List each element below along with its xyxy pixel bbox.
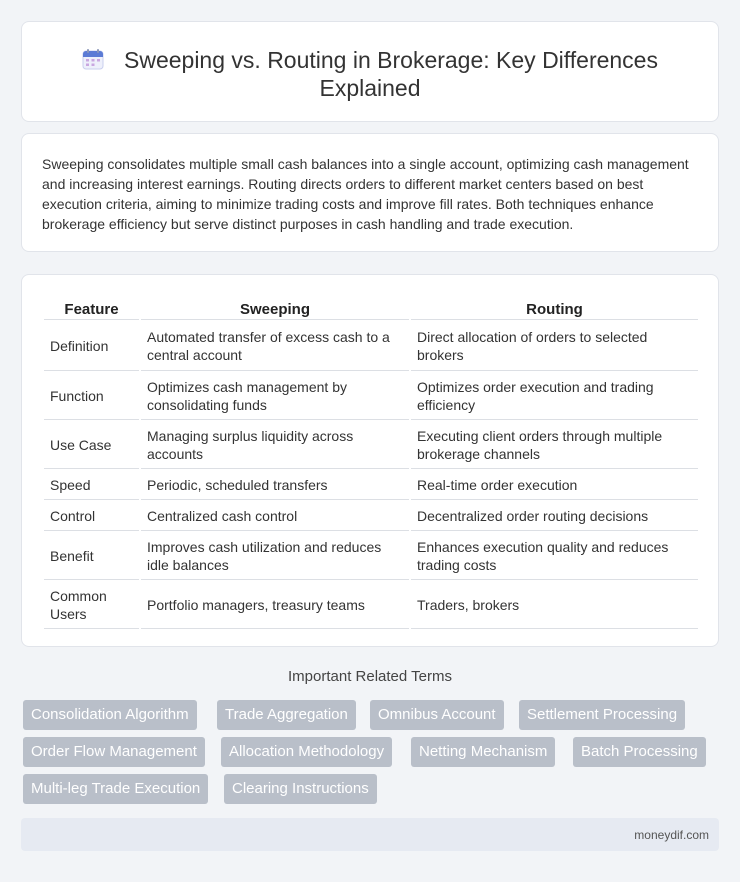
- routing-cell: Decentralized order routing decisions: [411, 502, 698, 531]
- table-row: [44, 373, 698, 420]
- table-row: [44, 582, 698, 629]
- related-term-tag[interactable]: Omnibus Account: [370, 700, 504, 730]
- routing-cell: Executing client orders through multiple brokerage channels: [411, 422, 698, 469]
- sweeping-cell: Automated transfer of excess cash to a central account: [141, 322, 409, 371]
- feature-cell: Control: [44, 502, 139, 531]
- footer: [21, 818, 719, 851]
- related-term-tag[interactable]: Order Flow Management: [23, 737, 205, 767]
- feature-cell: Function: [44, 373, 139, 420]
- table-row: [44, 533, 698, 580]
- table-row: [44, 471, 698, 500]
- intro-paragraph: Sweeping consolidates multiple small cash balances into a single account, optimizing cash management and increasing interest earnings. Routing directs orders to different market centers based on best execution criteria, aiming to minimize trading costs and improve fill rates. Both techniques enhance brokerage efficiency but serve distinct purposes in cash handling and trade execution.: [42, 156, 689, 232]
- comparison-card: [21, 274, 719, 647]
- calendar-icon: [82, 48, 104, 70]
- related-term-tag[interactable]: Netting Mechanism: [411, 737, 555, 767]
- sweeping-cell: Portfolio managers, treasury teams: [141, 582, 409, 629]
- title-card: [21, 21, 719, 122]
- table-row: [44, 502, 698, 531]
- routing-cell: Direct allocation of orders to selected brokers: [411, 322, 698, 371]
- related-terms-heading: Important Related Terms: [288, 668, 452, 685]
- sweeping-cell: Periodic, scheduled transfers: [141, 471, 409, 500]
- related-term-tag[interactable]: Allocation Methodology: [221, 737, 392, 767]
- related-term-tag[interactable]: Trade Aggregation: [217, 700, 356, 730]
- related-term-tag[interactable]: Batch Processing: [573, 737, 706, 767]
- related-term-tag[interactable]: Settlement Processing: [519, 700, 685, 730]
- sweeping-cell: Optimizes cash management by consolidating funds: [141, 373, 409, 420]
- feature-cell: Use Case: [44, 422, 139, 469]
- routing-cell: Traders, brokers: [411, 582, 698, 629]
- intro-card: [21, 133, 719, 252]
- feature-cell: Benefit: [44, 533, 139, 580]
- sweeping-cell: Improves cash utilization and reduces idle balances: [141, 533, 409, 580]
- sweeping-cell: Managing surplus liquidity across accounts: [141, 422, 409, 469]
- routing-cell: Optimizes order execution and trading efficiency: [411, 373, 698, 420]
- footer-site-link[interactable]: moneydif.com: [634, 828, 709, 842]
- related-term-tag[interactable]: Clearing Instructions: [224, 774, 377, 804]
- table-row: [44, 322, 698, 371]
- routing-cell: Enhances execution quality and reduces trading costs: [411, 533, 698, 580]
- routing-cell: Real-time order execution: [411, 471, 698, 500]
- table-row: [44, 422, 698, 469]
- header-sweeping: Sweeping: [141, 297, 409, 320]
- feature-cell: Definition: [44, 322, 139, 371]
- sweeping-cell: Centralized cash control: [141, 502, 409, 531]
- table-header-row: [44, 297, 698, 320]
- page-title: Sweeping vs. Routing in Brokerage: Key Differences Explained: [124, 47, 658, 101]
- related-term-tag[interactable]: Multi-leg Trade Execution: [23, 774, 208, 804]
- header-routing: Routing: [411, 297, 698, 320]
- comparison-table: [42, 295, 700, 631]
- feature-cell: Speed: [44, 471, 139, 500]
- feature-cell: Common Users: [44, 582, 139, 629]
- header-feature: Feature: [44, 297, 139, 320]
- related-term-tag[interactable]: Consolidation Algorithm: [23, 700, 197, 730]
